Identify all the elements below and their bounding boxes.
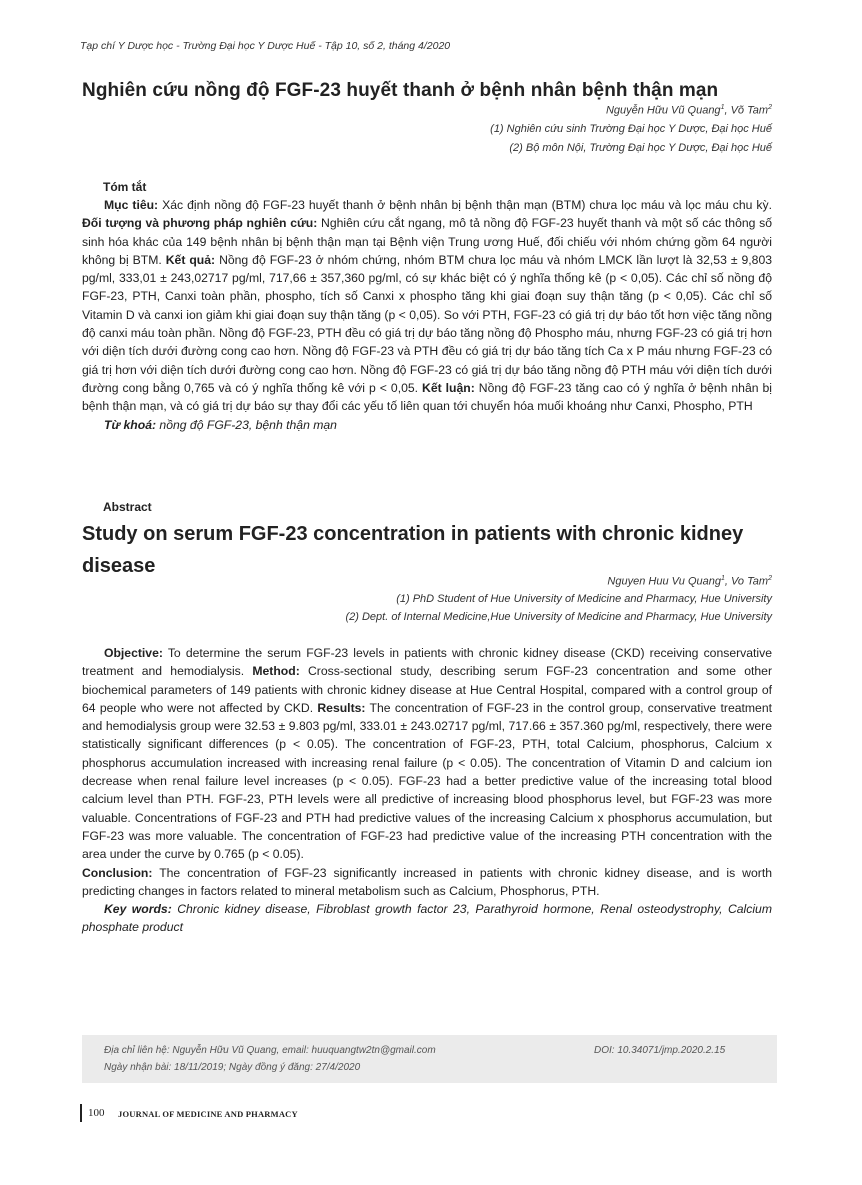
authors-vn [606, 104, 772, 117]
affiliation-2-vn: (2) Bộ môn Nội, Trường Đại học Y Dược, Đại học Huế [509, 142, 772, 154]
results-label-en: Results: [317, 700, 366, 715]
paper-title-en: Study on serum FGF-23 concentration in patients with chronic kidney disease [82, 523, 744, 577]
page-number-bar [80, 1104, 82, 1122]
affiliation-1-vn: (1) Nghiên cứu sinh Trường Đại học Y Dược, Đại học Huế [490, 123, 772, 135]
conclusion-text-en: The concentration of FGF-23 significantly increased in patients with chronic kidney disease, and is worth predicting changes in factors related to mineral metabolism such as Calcium, Phosphorus, PTH. [82, 865, 772, 898]
method-label-en: Method: [252, 664, 300, 679]
running-header: Tạp chí Y Dược học - Trường Đại học Y Dược Huế - Tập 10, số 2, tháng 4/2020 [80, 40, 451, 52]
results-label-vn: Kết quả: [165, 252, 216, 267]
correspondence-box [82, 1035, 777, 1083]
keywords-vn [82, 416, 772, 434]
method-text-vn: Nghiên cứu cắt ngang, mô tả nồng độ FGF-23 huyết thanh và một số các thông số sinh hóa khác của 149 bệnh nhân bị bệnh thận mạn tại Bệnh viện Trung ương Huế, đối chiếu với nhóm chứng gồm 64 người không bị BTM. [82, 216, 772, 267]
objective-label-vn: Mục tiêu: [104, 198, 159, 212]
page-number: 100 [88, 1107, 105, 1119]
author-2-en: , Vo Tam [724, 575, 769, 588]
author-1-sup: 1 [720, 104, 725, 111]
author-1-vn: Nguyễn Hữu Vũ Quang [605, 104, 721, 117]
method-text-en: Cross-sectional study, describing serum FGF-23 concentration and some other biochemical parameters of 149 patients with chronic kidney disease at Hue Central Hospital, compared with a control group of 64 people who were not affected by CKD. [82, 664, 772, 715]
affiliation-2-en: (2) Dept. of Internal Medicine,Hue University of Medicine and Pharmacy, Hue University [345, 611, 772, 623]
author-2-sup-en: 2 [768, 575, 772, 582]
objective-text-en: To determine the serum FGF-23 levels in patients with chronic kidney disease (CKD) receiving conservative treatment and hemodialysis. [82, 646, 772, 679]
results-text-vn: Nồng độ FGF-23 ở nhóm chứng, nhóm BTM chưa lọc máu và nhóm LMCK lần lượt là 32,53 ± 9,803 pg/ml, 333,01 ± 243,02717 pg/ml, 717,66 ± 357,360 pg/ml, có sự khác biệt có ý nghĩa thống kê (p < 0,05). Các chỉ số nồng độ FGF-23, PTH, Canxi toàn phần, phospho, tích số Canxi x phospho tăng khi giai đoạn suy thận tăng (p < 0,05). Các chỉ số Vitamin D và canxi ion giảm khi giai đoạn suy thận tăng (p < 0,05). So với PTH, FGF-23 có giá trị dự báo tốt hơn việc tăng nồng độ canxi máu toàn phần. Nồng độ FGF-23, PTH đều có giá trị dự báo tăng nồng độ Phospho máu, nhưng FGF-23 có giá trị hơn với diện tích dưới đường cong cao hơn. Nồng độ FGF-23 và PTH đều có giá trị dự báo tăng tích Ca x P máu nhưng FGF-23 có giá trị hơn với diện tích dưới đường cong cao hơn. Nồng độ FGF-23 có giá trị dự báo tăng nồng độ PTH máu với diện tích dưới đường cong bằng 0,765 và có ý nghĩa thống kê với p < 0,05. [82, 252, 773, 395]
keywords-text-vn: nồng độ FGF-23, bệnh thận mạn [156, 417, 337, 432]
section-label-abstract: Abstract [103, 500, 152, 514]
conclusion-label-en: Conclusion: [82, 865, 153, 880]
conclusion-paragraph-en [82, 864, 772, 901]
doi-line: DOI: 10.34071/jmp.2020.2.15 [594, 1045, 726, 1056]
journal-name: JOURNAL OF MEDICINE AND PHARMACY [118, 1109, 298, 1119]
abstract-en [82, 644, 772, 937]
author-2-sup: 2 [768, 104, 772, 111]
paper-title-vn: Nghiên cứu nồng độ FGF-23 huyết thanh ở bệnh nhân bệnh thận mạn [82, 80, 719, 101]
keywords-label-vn: Từ khoá: [104, 417, 157, 432]
method-label-vn: Đối tượng và phương pháp nghiên cứu: [82, 216, 318, 231]
conclusion-label-vn: Kết luận: [422, 380, 475, 395]
conclusion-text-vn: Nồng độ FGF-23 tăng cao có ý nghĩa ở bệnh nhân bị bệnh thận mạn, và có giá trị dự báo sự thay đổi các yếu tố liên quan tới chuyển hóa muối khoáng như Canxi, Phospho, PTH [82, 380, 772, 414]
objective-text-vn: Xác định nồng độ FGF-23 huyết thanh ở bệnh nhân bị bệnh thận mạn (BTM) chưa lọc máu và lọc máu chu kỳ. [158, 198, 772, 212]
summary-paragraph-vn [82, 196, 772, 416]
affiliation-1-en: (1) PhD Student of Hue University of Medicine and Pharmacy, Hue University [396, 593, 772, 605]
summary-vn [82, 196, 772, 434]
author-2-vn: , Võ Tam [724, 104, 769, 117]
authors-en [607, 575, 772, 588]
dates-line: Ngày nhận bài: 18/11/2019; Ngày đồng ý đăng: 27/4/2020 [104, 1062, 361, 1073]
results-text-en: The concentration of FGF-23 in the control group, conservative treatment and hemodialysis group were 32.53 ± 9.803 pg/ml, 333.01 ± 243.02717 pg/ml, 717.66 ± 357.360 pg/ml, respectively, there were statistically significant differences (p < 0.05). The concentration of FGF-23, PTH, total Calcium, phosphorus, Calcium x phosphorus accumulation increased with increasing renal failure (p < 0.05). The concentration of Vitamin D and calcium ion decrease when renal failure level increases (p < 0.05). FGF-23 had a better predictive value of the increasing total blood calcium level than PTH. FGF-23, PTH levels were all predictive of increasing blood phosphorus level, but FGF-23 was more valuable. Concentrations of FGF-23 and PTH had predictive values of the increasing Calcium x phosphorus accumulation, but FGF-23 was more valuable. The concentration of FGF-23 had predictive value of the increasing PTH concentration with the area under the curve by 0.765 (p < 0.05). [82, 700, 772, 862]
abstract-paragraph-en [82, 644, 772, 864]
author-1-en: Nguyen Huu Vu Quang [607, 575, 721, 588]
objective-label-en: Objective: [104, 646, 163, 660]
contact-line: Địa chỉ liên hệ: Nguyễn Hữu Vũ Quang, email: huuquangtw2tn@gmail.com [104, 1045, 436, 1056]
keywords-en [82, 900, 772, 937]
section-label-summary: Tóm tắt [103, 180, 147, 194]
author-1-sup-en: 1 [720, 575, 725, 582]
keywords-text-en: Chronic kidney disease, Fibroblast growth factor 23, Parathyroid hormone, Renal osteodystrophy, Calcium phosphate product [82, 902, 772, 935]
keywords-label-en: Key words: [104, 902, 172, 917]
